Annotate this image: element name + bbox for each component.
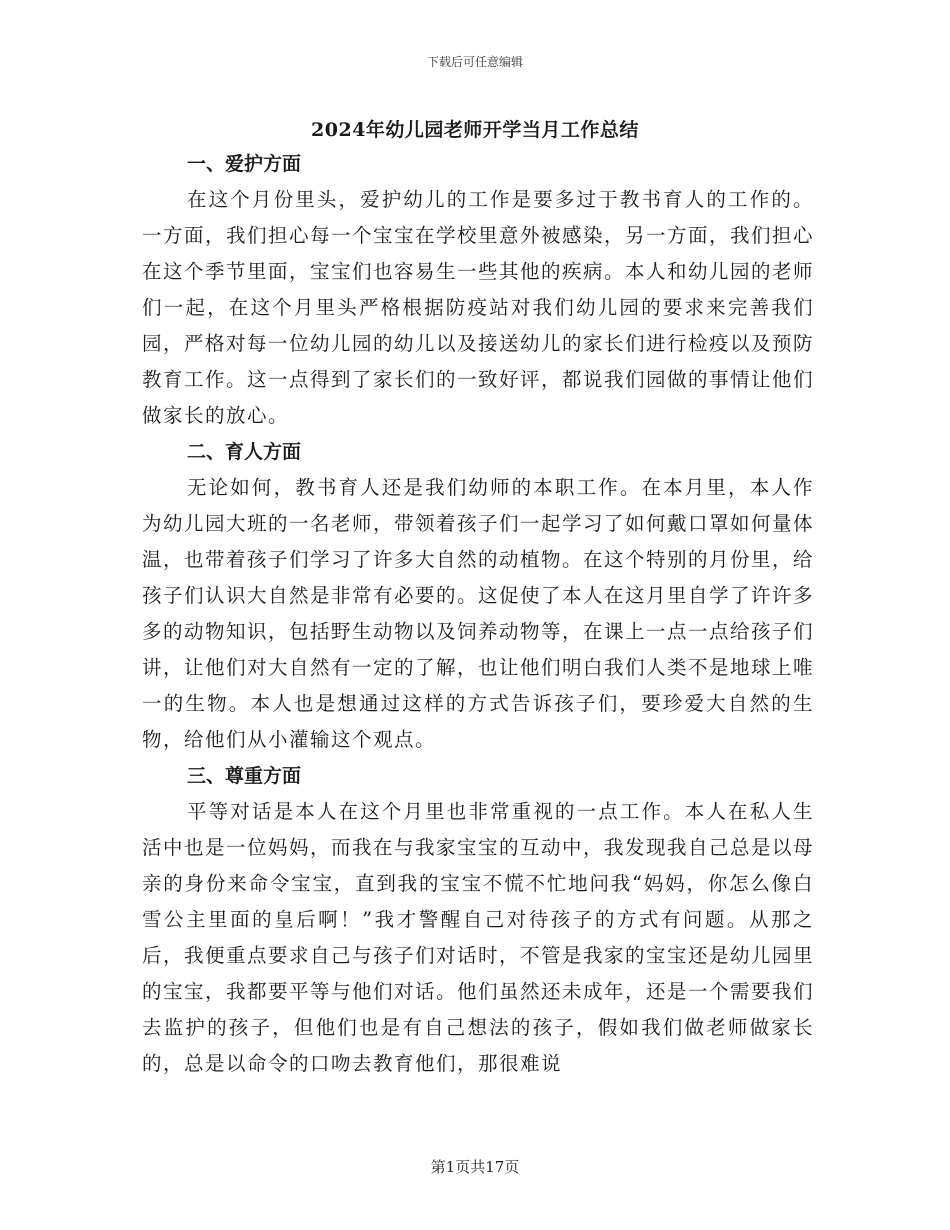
section-care xyxy=(142,146,814,434)
page-number-footer: 第1页共17页 xyxy=(430,1158,520,1176)
section-heading: 二、育人方面 xyxy=(187,441,302,463)
section-respect xyxy=(142,758,814,1082)
section-paragraph: 无论如何，教书育人还是我们幼师的本职工作。在本月里，本人作为幼儿园大班的一名老师，带领着孩子们一起学习了如何戴口罩如何量体温，也带着孩子们学习了许多大自然的动植物。在这个特别的月份里，给孩子们认识大自然是非常有必要的。这促使了本人在这月里自学了许许多多的动物知识，包括野生动物以及饲养动物等，在课上一点一点给孩子们讲，让他们对大自然有一定的了解，也让他们明白我们人类不是地球上唯一的生物。本人也是想通过这样的方式告诉孩子们，要珍爱大自然的生物，给他们从小灌输这个观点。 xyxy=(142,476,815,751)
document-body xyxy=(142,146,814,1082)
header-note: 下载后可任意编辑 xyxy=(426,55,523,69)
document-title: 2024年幼儿园老师开学当月工作总结 xyxy=(311,119,639,141)
section-education xyxy=(142,434,814,758)
section-heading: 一、爱护方面 xyxy=(187,153,302,175)
section-paragraph: 平等对话是本人在这个月里也非常重视的一点工作。本人在私人生活中也是一位妈妈，而我在与我家宝宝的互动中，我发现我自己总是以母亲的身份来命令宝宝，直到我的宝宝不慌不忙地问我“妈妈，你怎么像白雪公主里面的皇后啊！”我才警醒自己对待孩子的方式有问题。从那之后，我便重点要求自己与孩子们对话时，不管是我家的宝宝还是幼儿园里的宝宝，我都要平等与他们对话。他们虽然还未成年，还是一个需要我们去监护的孩子，但他们也是有自己想法的孩子，假如我们做老师做家长的，总是以命令的口吻去教育他们，那很难说 xyxy=(142,800,815,1075)
section-heading: 三、尊重方面 xyxy=(187,765,302,787)
section-paragraph: 在这个月份里头，爱护幼儿的工作是要多过于教书育人的工作的。一方面，我们担心每一个宝宝在学校里意外被感染，另一方面，我们担心在这个季节里面，宝宝们也容易生一些其他的疾病。本人和幼儿园的老师们一起，在这个月里头严格根据防疫站对我们幼儿园的要求来完善我们园，严格对每一位幼儿园的幼儿以及接送幼儿的家长们进行检疫以及预防教育工作。这一点得到了家长们的一致好评，都说我们园做的事情让他们做家长的放心。 xyxy=(142,188,815,427)
